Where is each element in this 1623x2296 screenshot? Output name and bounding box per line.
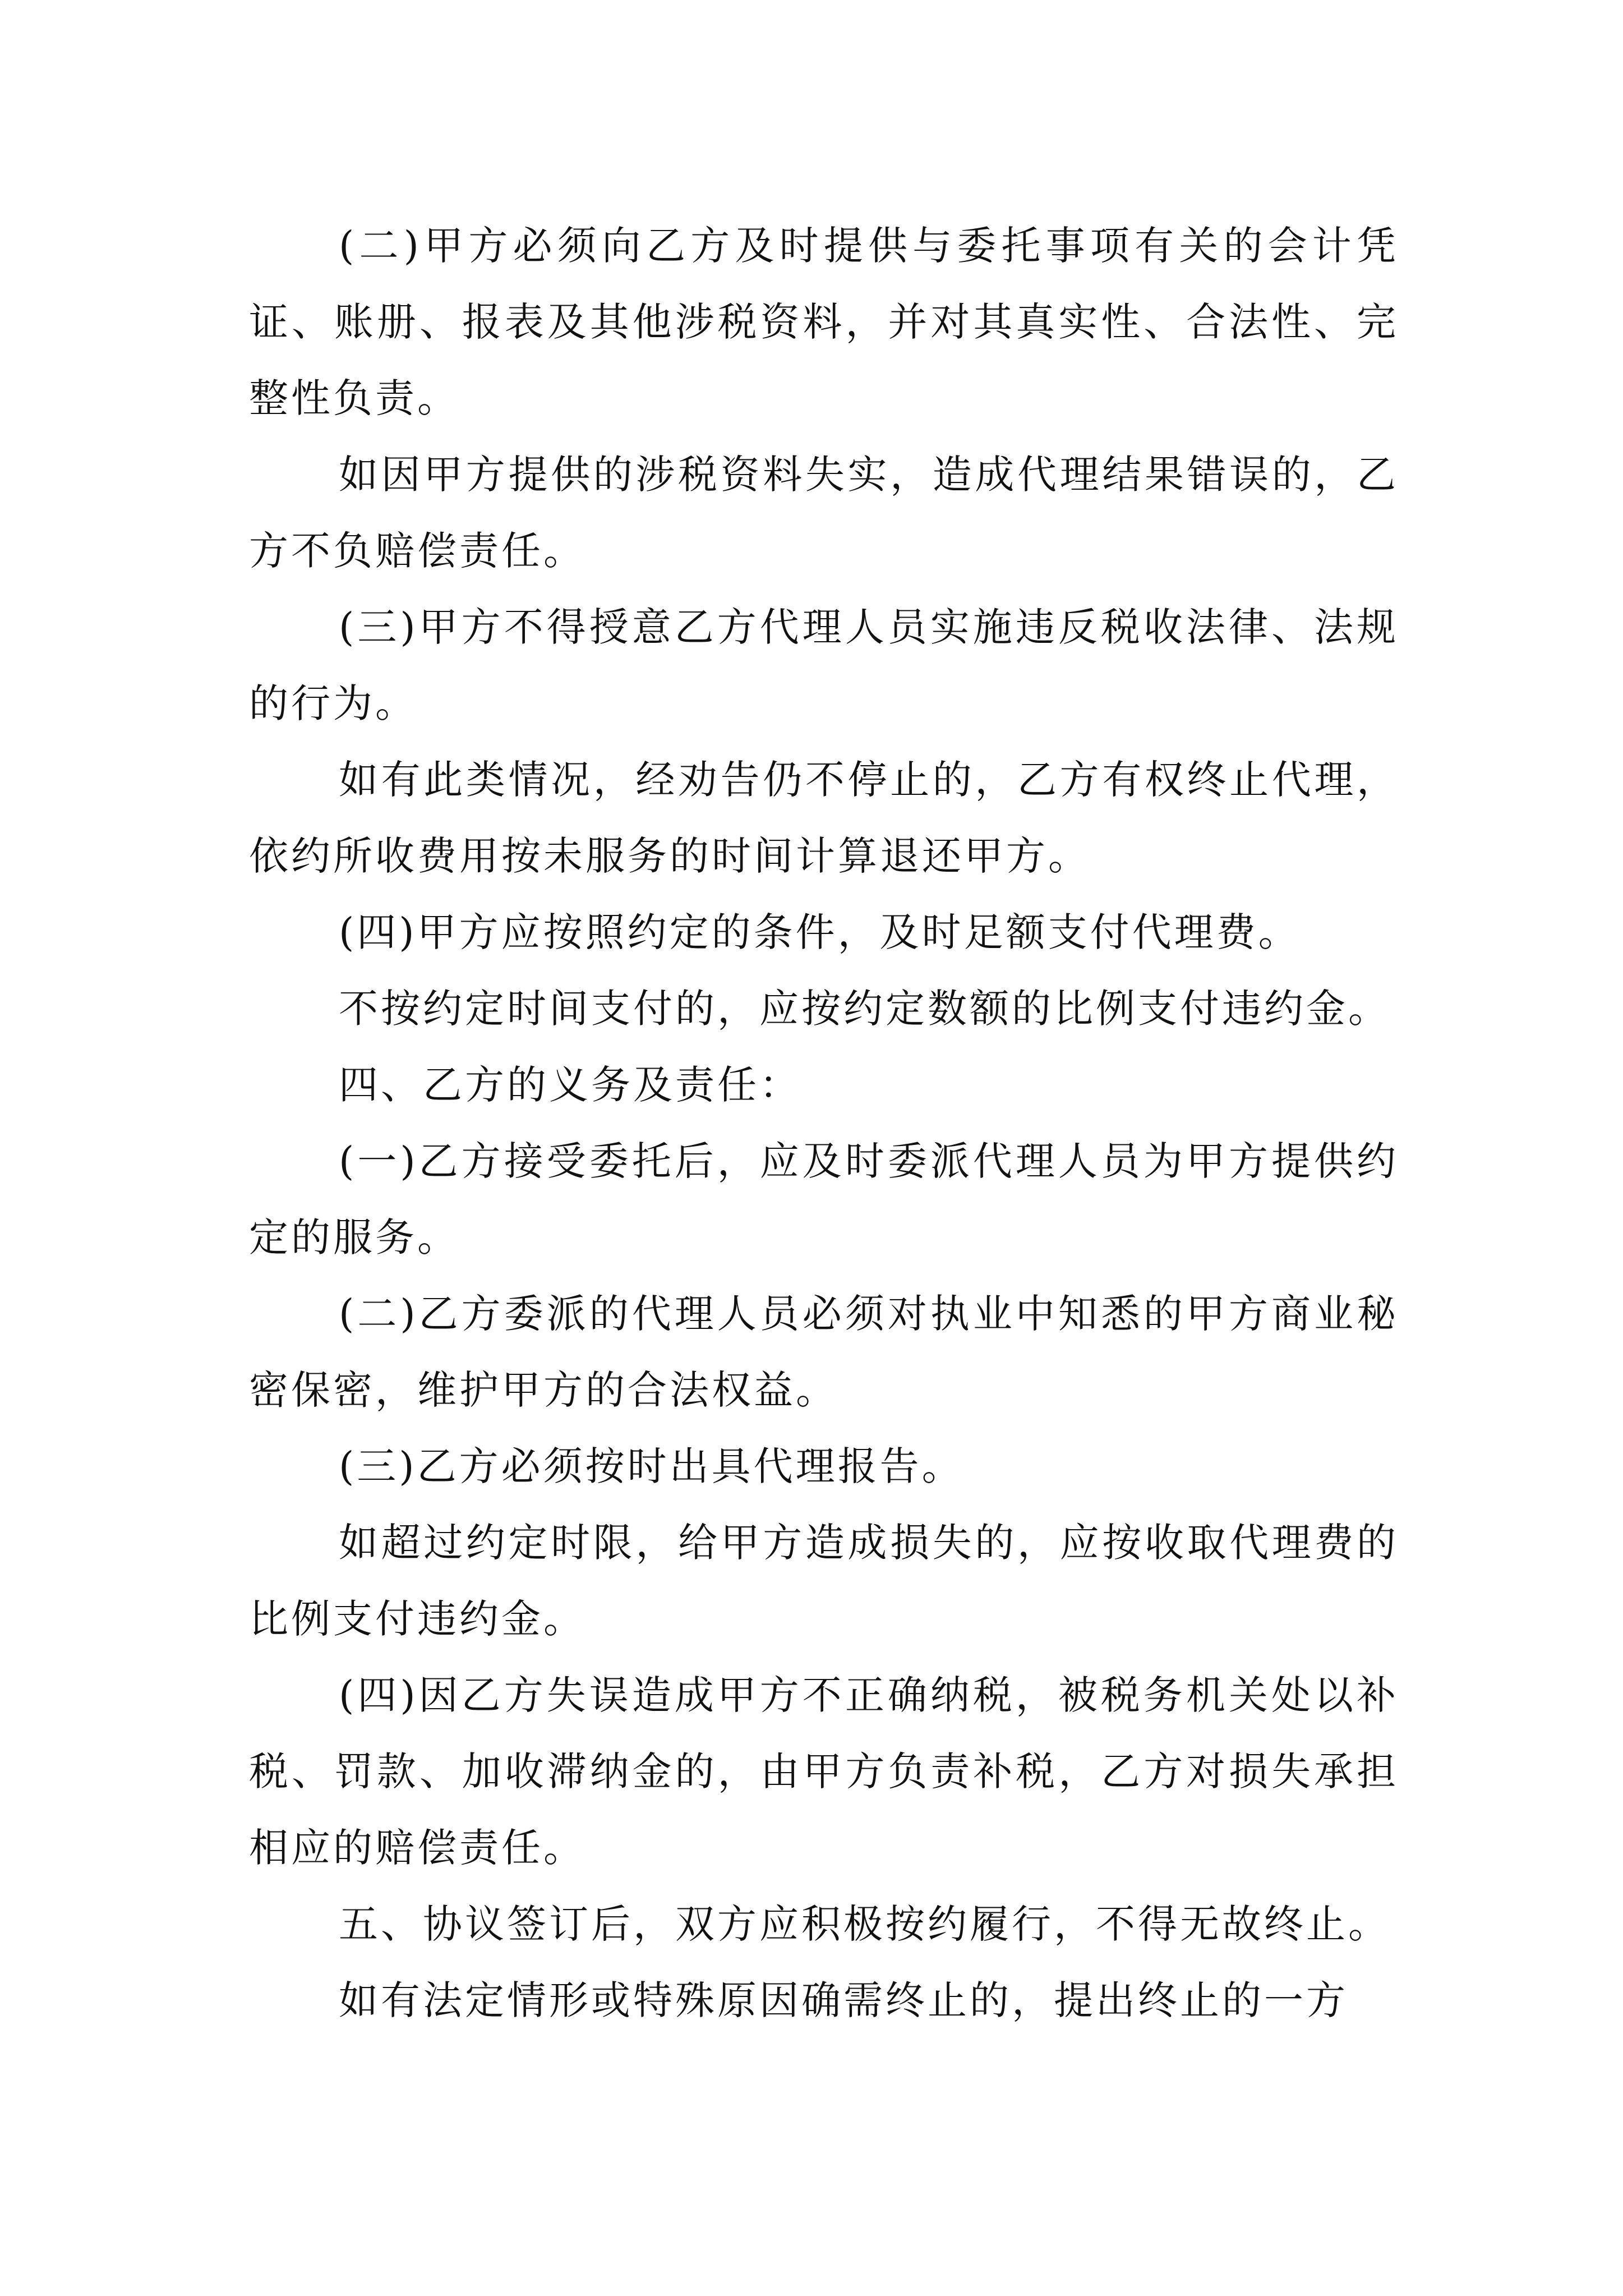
paragraph-a-obligation-3-note: 如有此类情况，经劝告仍不停止的，乙方有权终止代理，依约所收费用按未服务的时间计算退还甲方。 [249, 757, 1399, 879]
paragraph-b-obligation-3: (三)乙方必须按时出具代理报告。 [339, 1443, 964, 1489]
section-heading-termination: 五、协议签订后，双方应积极按约履行，不得无故终止。 [339, 1901, 1390, 1947]
paragraph-a-obligation-2-note: 如因甲方提供的涉税资料失实，造成代理结果错误的，乙方不负赔偿责任。 [249, 452, 1399, 574]
paragraph-b-obligation-3-note: 如超过约定时限，给甲方造成损失的，应按收取代理费的比例支付违约金。 [249, 1520, 1399, 1642]
paragraph-b-obligation-2: (二)乙方委派的代理人员必须对执业中知悉的甲方商业秘密保密，维护甲方的合法权益。 [249, 1291, 1399, 1413]
document-body [249, 208, 1399, 2039]
paragraph-a-obligation-4: (四)甲方应按照约定的条件，及时足额支付代理费。 [339, 909, 1301, 955]
paragraph-termination-note: 如有法定情形或特殊原因确需终止的，提出终止的一方 [339, 1977, 1348, 2023]
paragraph-a-obligation-3: (三)甲方不得授意乙方代理人员实施违反税收法律、法规的行为。 [249, 604, 1399, 726]
paragraph-a-obligation-2: (二)甲方必须向乙方及时提供与委托事项有关的会计凭证、账册、报表及其他涉税资料，并对其真实性、合法性、完整性负责。 [249, 223, 1399, 421]
paragraph-a-obligation-4-note: 不按约定时间支付的，应按约定数额的比例支付违约金。 [339, 986, 1390, 1032]
section-heading-b-obligations: 四、乙方的义务及责任： [339, 1062, 801, 1108]
paragraph-b-obligation-4: (四)因乙方失误造成甲方不正确纳税，被税务机关处以补税、罚款、加收滞纳金的，由甲方负责补税，乙方对损失承担相应的赔偿责任。 [249, 1672, 1399, 1871]
paragraph-b-obligation-1: (一)乙方接受委托后，应及时委派代理人员为甲方提供约定的服务。 [249, 1138, 1399, 1260]
